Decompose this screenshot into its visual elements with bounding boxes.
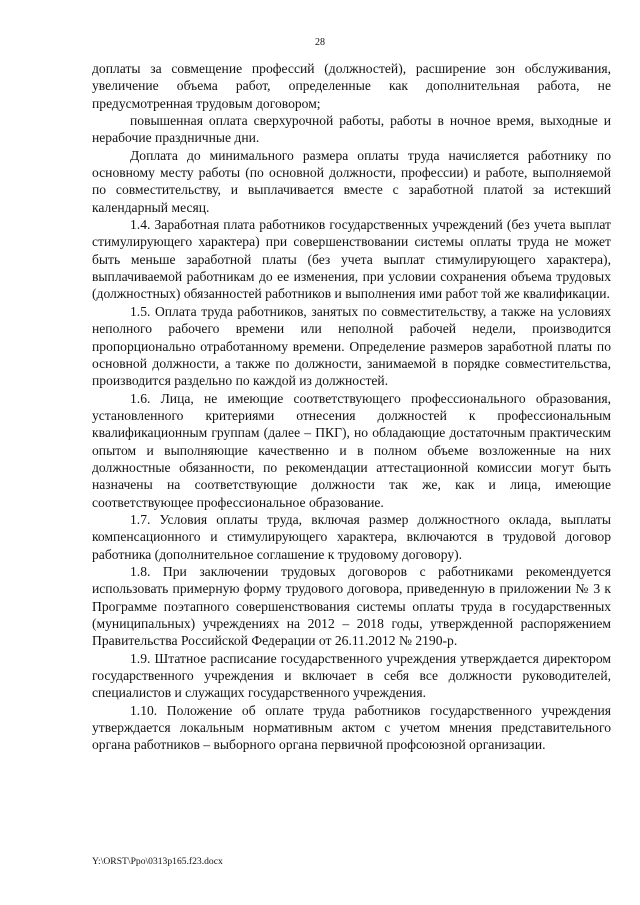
paragraph: 1.6. Лица, не имеющие соответствующего профессионального образования, установленного критериями отнесения должностей к профессиональным квалификационным группам (далее – ПКГ), но обладающие достаточным практическим опытом и выполняющие качественно и в полном объеме возложенные на них должностные обязанности, по рекомендации аттестационной комиссии могут быть назначены на соответствующие должности так же, как и лица, имеющие соответствующее профессиональное образование. [92, 390, 611, 510]
paragraph: 1.4. Заработная плата работников государственных учреждений (без учета выплат стимулирующего характера) при совершенствовании системы оплаты труда не может быть меньше заработной платы (без учета выплат стимулирующего характера), выплачиваемой работникам до ее изменения, при условии сохранения объема трудовых (должностных) обязанностей работников и выполнения ими работ той же квалификации. [92, 217, 611, 302]
paragraph: 1.10. Положение об оплате труда работников государственного учреждения утверждается локальным нормативным актом с учетом мнения представительного органа работников – выборного органа первичной профсоюзной организации. [92, 702, 611, 753]
paragraph: 1.5. Оплата труда работников, занятых по совместительству, а также на условиях неполного рабочего времени или неполной рабочей недели, производится пропорционально отработанному времени. Определение размеров заработной платы по основной должности, а также по должности, занимаемой в порядке совместительства, производится раздельно по каждой из должностей. [92, 303, 611, 389]
page-number: 28 [315, 37, 325, 48]
paragraph: 1.9. Штатное расписание государственного учреждения утверждается директором государственного учреждения и включает в себя все должности руководителей, специалистов и служащих государственного учреждения. [92, 650, 611, 701]
paragraph: Доплата до минимального размера оплаты труда начисляется работнику по основному месту работы (по основной должности, профессии) и работе, выполняемой по совместительству, и выплачивается вместе с заработной платой за истекший календарный месяц. [92, 147, 611, 215]
paragraph: 1.8. При заключении трудовых договоров с работниками рекомендуется использовать примерную форму трудового договора, приведенную в приложении № 3 к Программе поэтапного совершенствования системы оплаты труда в государственных (муниципальных) учреждениях на 2012 – 2018 годы, утвержденной распоряжением Правительства Российской Федерации от 26.11.2012 № 2190-р. [92, 563, 611, 649]
footer-file-path: Y:\ORST\Ppo\0313p165.f23.docx [92, 856, 223, 867]
paragraph: 1.7. Условия оплаты труда, включая размер должностного оклада, выплаты компенсационного и стимулирующего характера, включаются в трудовой договор работника (дополнительное соглашение к трудовому договору). [92, 511, 611, 562]
document-body [92, 60, 611, 754]
paragraph: доплаты за совмещение профессий (должностей), расширение зон обслуживания, увеличение объема работ, определенные как дополнительная работа, не предусмотренная трудовым договором; [92, 61, 611, 111]
paragraph: повышенная оплата сверхурочной работы, работы в ночное время, выходные и нерабочие праздничные дни. [92, 113, 611, 146]
